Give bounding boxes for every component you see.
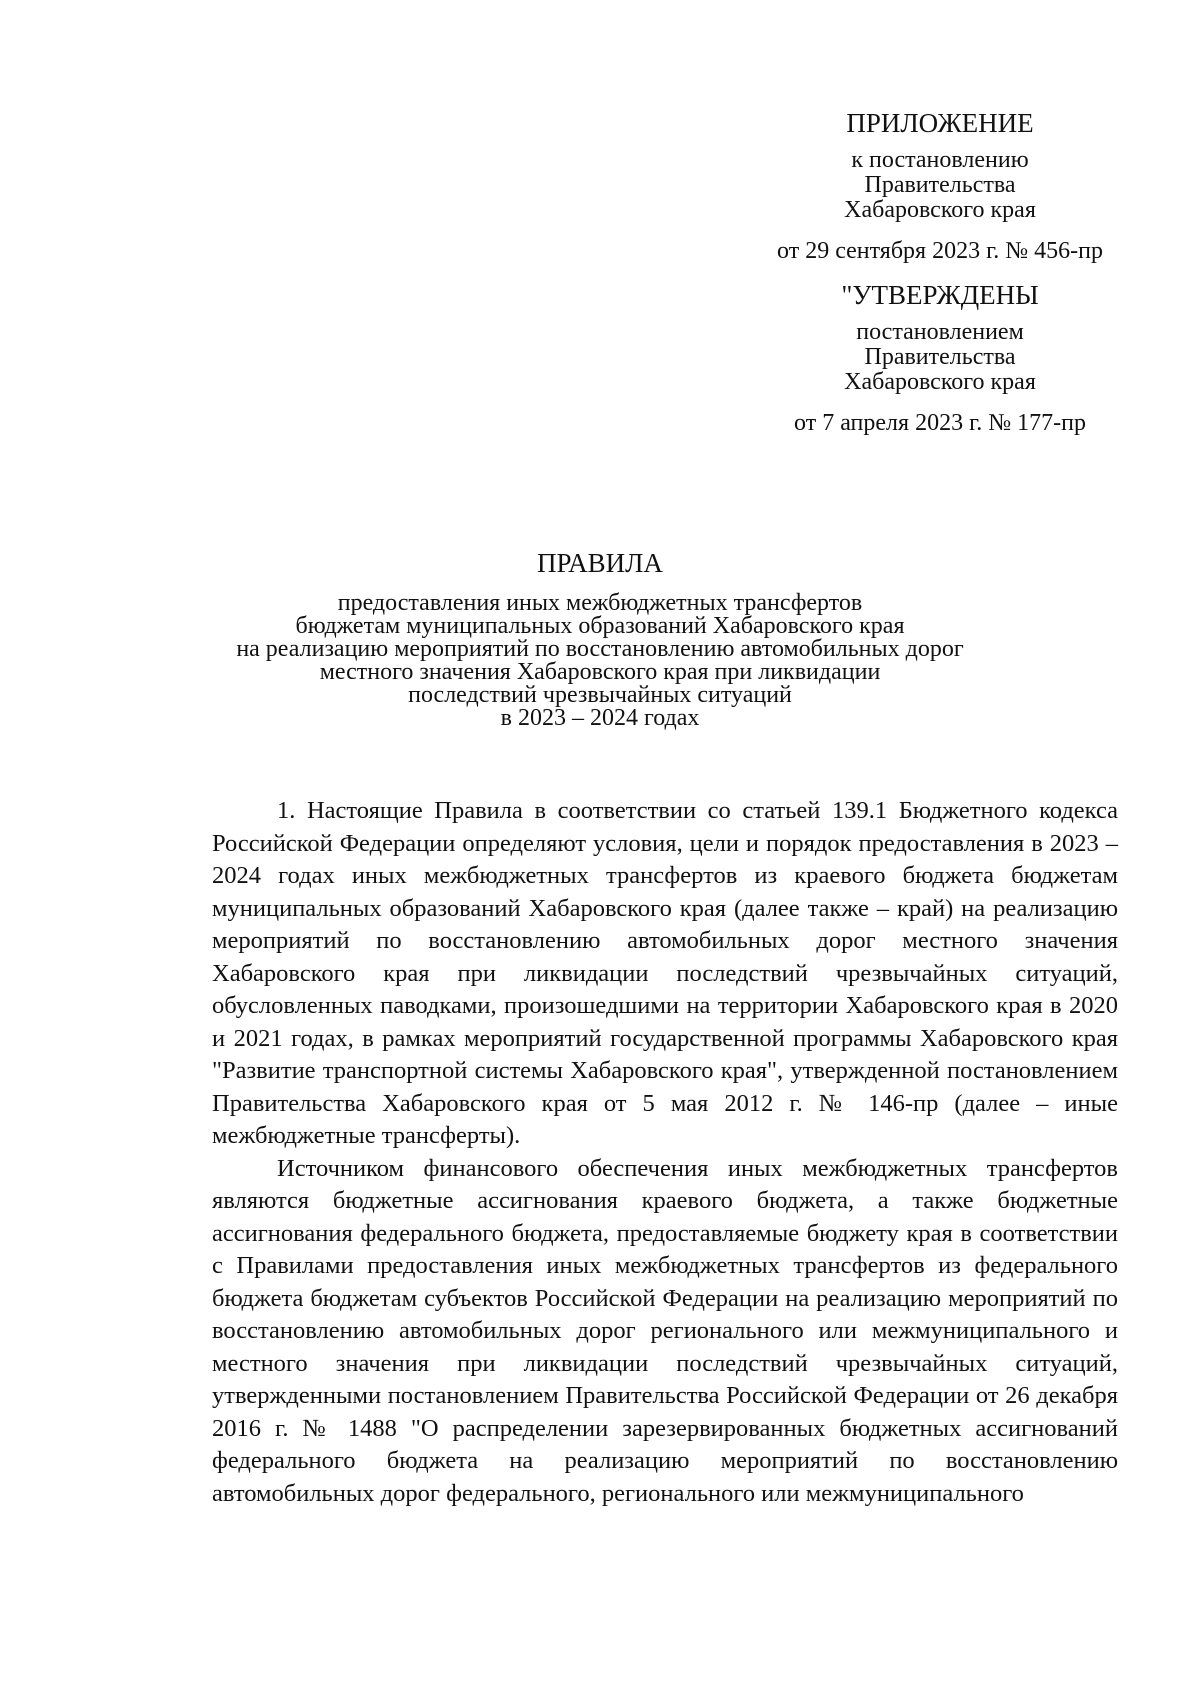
annex-line-2: Правительства [864,172,1016,198]
rules-subtitle-line: бюджетам муниципальных образований Хабаровского края [295,613,905,639]
rules-subtitle-line: местного значения Хабаровского края при ликвидации [319,659,881,685]
annex-line-1: к постановлению [851,147,1029,173]
approved-line-1: постановлением [856,319,1024,345]
rules-subtitle-line: предоставления иных межбюджетных трансфертов [337,590,863,616]
annex-heading: ПРИЛОЖЕНИЕ [846,108,1034,138]
approved-line-3: Хабаровского края [844,369,1036,395]
rules-title: ПРАВИЛА [537,548,663,578]
annex-line-3: Хабаровского края [844,197,1036,223]
approved-line-2: Правительства [864,344,1016,370]
approved-heading: "УТВЕРЖДЕНЫ [841,280,1039,310]
document-body [212,795,1118,1510]
rules-subtitle-line: последствий чрезвычайных ситуаций [408,682,792,708]
body-paragraph-1: 1. Настоящие Правила в соответствии со статьей 139.1 Бюджетного кодекса Российской Федерации определяют условия, цели и порядок предоставления в 2023 – 2024 годах иных межбюджетных трансфертов из краевого бюджета бюджетам муниципальных образований Хабаровского края (далее также – край) на реализацию мероприятий по восстановлению автомобильных дорог местного значения Хабаровского края при ликвидации последствий чрезвычайных ситуаций, обусловленных паводками, произошедшими на территории Хабаровского края в 2020 и 2021 годах, в рамках мероприятий государственной программы Хабаровского края "Развитие транспортной системы Хабаровского края", утвержденной постановлением Правительства Хабаровского края от 5 мая 2012 г. № 146-пр (далее – иные межбюджетные трансферты). [212,797,1118,1149]
annex-block [730,108,1150,436]
rules-title-block [150,548,1050,730]
rules-subtitle-line: в 2023 – 2024 годах [500,705,700,731]
annex-date: от 29 сентября 2023 г. № 456-пр [777,238,1103,264]
approved-date: от 7 апреля 2023 г. № 177-пр [794,410,1086,436]
rules-subtitle-line: на реализацию мероприятий по восстановлению автомобильных дорог [236,636,964,662]
body-paragraph-2: Источником финансового обеспечения иных межбюджетных трансфертов являются бюджетные ассигнования краевого бюджета, а также бюджетные ассигнования федерального бюджета, предоставляемые бюджету края в соответствии с Правилами предоставления иных межбюджетных трансфертов из федерального бюджета бюджетам субъектов Российской Федерации на реализацию мероприятий по восстановлению автомобильных дорог регионального или межмуниципального и местного значения при ликвидации последствий чрезвычайных ситуаций, утвержденными постановлением Правительства Российской Федерации от 26 декабря 2016 г. № 1488 "О распределении зарезервированных бюджетных ассигнований федерального бюджета на реализацию мероприятий по восстановлению автомобильных дорог федерального, регионального или межмуниципального [212,1154,1118,1507]
